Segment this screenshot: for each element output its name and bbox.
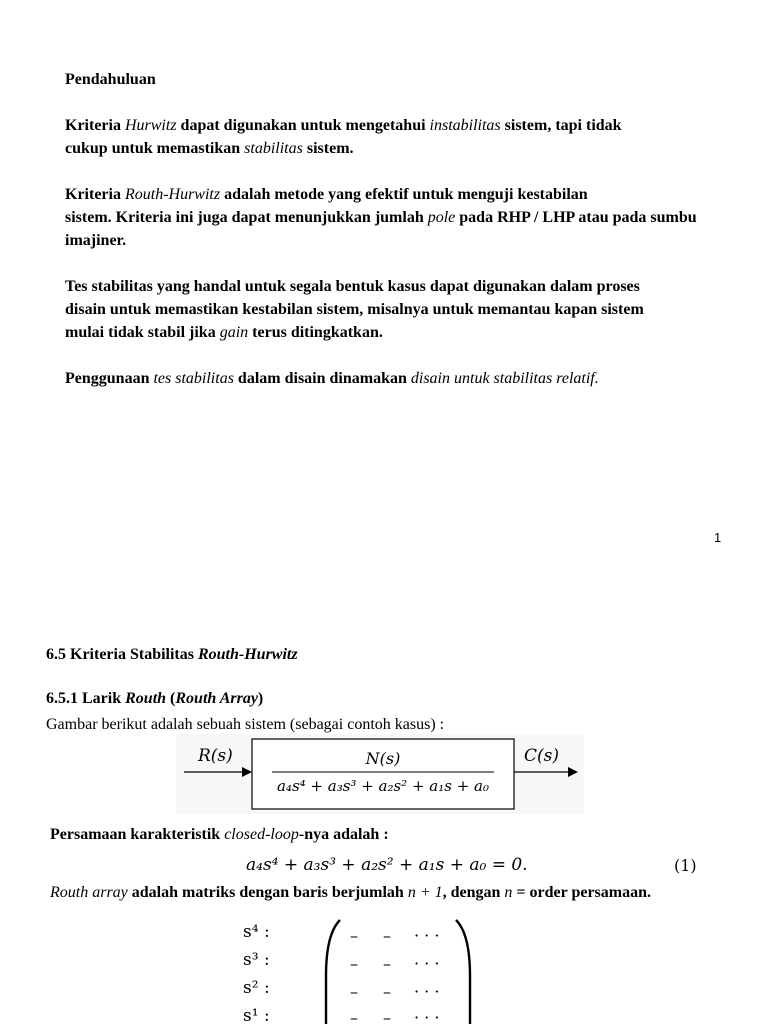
matrix-cell: · · · (414, 954, 440, 973)
section-heading (46, 646, 298, 664)
routh-row-label: s⁴ : (243, 922, 270, 942)
paragraph-routh-line3: imajiner. (65, 232, 127, 249)
text: cukup untuk memastikan (65, 140, 245, 157)
text: pada RHP / LHP atau pada sumbu (455, 209, 697, 226)
output-arrowhead (568, 767, 578, 777)
denominator: a₄s⁴ + a₃s³ + a₂s² + a₁s + a₀ (276, 777, 490, 795)
italic-term: pole (427, 209, 456, 226)
text: Penggunaan (65, 370, 154, 387)
text: ( (166, 690, 176, 707)
routh-row-label: s¹ : (243, 1006, 270, 1026)
paragraph-hurwitz-line2 (65, 137, 354, 160)
char-eq-intro (50, 823, 389, 846)
intro-text: Gambar berikut adalah sebuah sistem (sebagai contoh kasus) : (46, 716, 445, 733)
text: Kriteria (65, 117, 125, 134)
matrix-cell: – (350, 982, 358, 1001)
matrix-cell: – (383, 926, 391, 945)
text: 6.5 Kriteria Stabilitas (46, 646, 198, 663)
math-term: n + 1 (407, 884, 443, 901)
italic-term: gain (219, 324, 249, 341)
paragraph-tes-line1: Tes stabilitas yang handal untuk segala bentuk kasus dapat digunakan dalam proses (65, 278, 640, 295)
text: 6.5.1 Larik (46, 690, 126, 707)
text: sistem. Kriteria ini juga dapat menunjukkan jumlah (65, 209, 428, 226)
text: Kriteria (65, 186, 125, 203)
subsection-heading (46, 690, 263, 708)
matrix-cell: · · · (414, 926, 440, 945)
italic-term: Hurwitz (124, 117, 177, 134)
left-bracket (326, 920, 340, 1024)
text: , dengan (442, 884, 505, 901)
text: mulai tidak stabil jika (65, 324, 220, 341)
text: sistem, tapi tidak (500, 117, 622, 134)
text: dapat digunakan untuk mengetahui (176, 117, 430, 134)
text: adalah metode yang efektif untuk menguji kestabilan (220, 186, 588, 203)
italic-term: instabilitas (429, 117, 501, 134)
routh-row-label: s³ : (243, 950, 270, 970)
routh-matrix-brackets (318, 916, 478, 1024)
routh-row-label: s² : (243, 978, 270, 998)
italic-term: closed-loop (224, 826, 299, 843)
text: Persamaan karakteristik (50, 826, 225, 843)
paragraph-penggunaan (65, 367, 599, 390)
input-arrowhead (242, 767, 252, 777)
numerator: N(s) (365, 749, 401, 768)
paragraph-routh-line2 (65, 206, 697, 229)
text: adalah matriks dengan baris berjumlah (127, 884, 408, 901)
italic-term: Routh array (50, 884, 128, 901)
math-term: n (504, 884, 513, 901)
matrix-cell: – (350, 926, 358, 945)
characteristic-equation: a₄s⁴ + a₃s³ + a₂s² + a₁s + a₀ = 0. (246, 855, 528, 875)
paragraph-hurwitz-line1 (65, 114, 622, 137)
text: = order persamaan. (512, 884, 652, 901)
equation-number: (1) (674, 856, 697, 875)
routh-array-description (50, 881, 651, 904)
italic-term: stabilitas (244, 140, 303, 157)
matrix-cell: – (383, 1008, 391, 1027)
matrix-cell: – (350, 954, 358, 973)
paragraph-routh-line1 (65, 183, 588, 206)
block-diagram (176, 734, 584, 814)
text: -nya adalah : (298, 826, 389, 843)
italic-term: Routh (125, 690, 167, 707)
page-number: 1 (714, 530, 722, 545)
page-heading: Pendahuluan (65, 71, 156, 88)
input-signal-label: R(s) (198, 746, 233, 766)
text: terus ditingkatkan. (248, 324, 383, 341)
matrix-cell: – (350, 1008, 358, 1027)
matrix-cell: – (383, 954, 391, 973)
output-signal-label: C(s) (524, 746, 559, 766)
paragraph-tes-line2: disain untuk memastikan kestabilan sistem, misalnya untuk memantau kapan sistem (65, 301, 644, 318)
matrix-cell: · · · (414, 982, 440, 1001)
diagram-lines (176, 734, 584, 814)
matrix-cell: – (383, 982, 391, 1001)
matrix-cell: · · · (414, 1008, 440, 1027)
right-bracket (456, 920, 470, 1024)
italic-term: Routh Array (175, 690, 258, 707)
paragraph-tes-line3 (65, 321, 383, 344)
italic-term: Routh-Hurwitz (124, 186, 221, 203)
italic-term: tes stabilitas (153, 370, 234, 387)
text: sistem. (302, 140, 354, 157)
text: ) (257, 690, 264, 707)
italic-term: disain untuk stabilitas relatif. (410, 370, 599, 387)
text: dalam disain dinamakan (233, 370, 411, 387)
italic-term: Routh-Hurwitz (197, 646, 298, 663)
